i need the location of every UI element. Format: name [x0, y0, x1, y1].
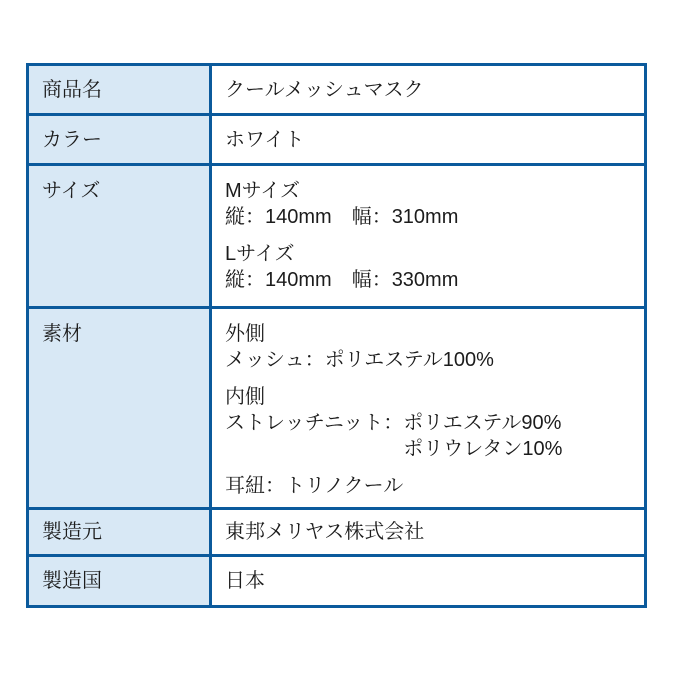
row-label-color: カラー — [28, 115, 211, 165]
row-label-material: 素材 — [28, 308, 211, 509]
size-l-block — [225, 241, 636, 293]
table-row-product-name — [28, 65, 646, 115]
size-m-block — [225, 178, 636, 230]
material-outer-title: 外側 — [225, 323, 265, 345]
row-label-product-name: 商品名 — [28, 65, 211, 115]
table-row-material — [28, 308, 646, 509]
row-label-manufacturer: 製造元 — [28, 509, 211, 556]
table-row-country — [28, 556, 646, 607]
row-value-material — [211, 308, 646, 509]
material-strap-detail: 耳紐：トリノクール — [225, 475, 404, 497]
material-strap-block — [225, 473, 636, 499]
material-inner-detail-value-2: ポリウレタン10% — [403, 438, 563, 460]
material-outer-detail: メッシュ：ポリエステル100% — [225, 349, 494, 371]
row-value-product-name: クールメッシュマスク — [211, 65, 646, 115]
table-row-size — [28, 165, 646, 308]
size-l-dimensions: 縦：140mm 幅：330mm — [225, 269, 459, 291]
material-inner-title: 内側 — [225, 386, 265, 408]
size-m-dimensions: 縦：140mm 幅：310mm — [225, 206, 459, 228]
size-m-name: Mサイズ — [225, 180, 301, 202]
material-inner-detail-label: ストレッチニット： — [225, 412, 404, 434]
material-outer-block — [225, 321, 636, 373]
material-inner-detail-value-1: ポリエステル90% — [403, 412, 562, 434]
row-value-color: ホワイト — [211, 115, 646, 165]
product-spec-table — [26, 63, 647, 608]
table-row-manufacturer — [28, 509, 646, 556]
row-value-country: 日本 — [211, 556, 646, 607]
row-label-size: サイズ — [28, 165, 211, 308]
row-label-country: 製造国 — [28, 556, 211, 607]
row-value-size — [211, 165, 646, 308]
size-l-name: Lサイズ — [225, 243, 295, 265]
row-value-manufacturer: 東邦メリヤス株式会社 — [211, 509, 646, 556]
material-inner-detail-values — [403, 410, 562, 462]
table-row-color — [28, 115, 646, 165]
material-inner-detail — [225, 410, 636, 462]
material-inner-block — [225, 384, 636, 462]
